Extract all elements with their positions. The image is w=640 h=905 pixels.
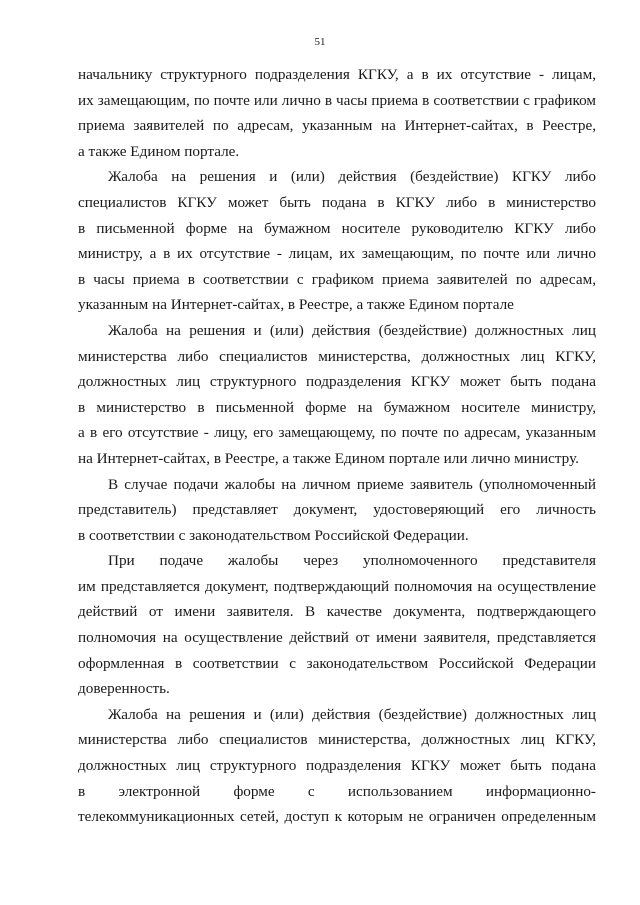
text-line: в соответствии с законодательством Российской Федерации. [78,526,469,544]
text-line: При подаче жалобы через уполномоченного представителя [108,552,596,570]
text-line: Жалоба на решения и (или) действия (бездействие) должностных лиц [108,705,596,723]
text-line: должностных лиц структурного подразделения КГКУ может быть подана [78,757,596,775]
text-line: оформленная в соответствии с законодательством Российской Федерации [78,654,596,672]
text-line: их замещающим, по почте или лично в часы приема в соответствии с графиком [78,91,596,109]
text-line: в министерство в письменной форме на бумажном носителе министру, [78,398,596,416]
text-line: а также Едином портале. [78,142,240,160]
text-line: действий от имени заявителя. В качестве документа, подтверждающего [78,603,596,621]
text-line: приема заявителей по адресам, указанным на Интернет-сайтах, в Реестре, [78,117,596,135]
text-line: представитель) представляет документ, удостоверяющий его личность [78,501,596,519]
text-line: Жалоба на решения и (или) действия (бездействие) КГКУ либо [108,168,596,186]
text-line: на Интернет-сайтах, в Реестре, а также Едином портале или лично министру. [78,449,579,467]
text-line: указанным на Интернет-сайтах, в Реестре, а также Едином портале [78,296,514,314]
text-line: министерства либо специалистов министерства, должностных лиц КГКУ, [78,731,596,749]
text-line: а в его отсутствие - лицу, его замещающему, по почте по адресам, указанным [78,424,596,442]
text-line: в электронной форме с использованием информационно- [78,782,596,800]
text-line: должностных лиц структурного подразделения КГКУ может быть подана [78,373,596,391]
paragraph [78,318,596,472]
text-line: в письменной форме на бумажном носителе руководителю КГКУ либо [78,219,596,237]
text-line: полномочия на осуществление действий от имени заявителя, представляется [78,629,596,647]
paragraph [78,548,596,702]
text-line: начальнику структурного подразделения КГКУ, а в их отсутствие - лицам, [78,66,596,83]
text-line: телекоммуникационных сетей, доступ к которым не ограничен определенным [78,808,596,826]
text-line: Жалоба на решения и (или) действия (бездействие) должностных лиц [108,321,596,339]
text-line: министру, а в их отсутствие - лицам, их замещающим, по почте или лично [78,245,596,263]
text-line: министерства либо специалистов министерства, должностных лиц КГКУ, [78,347,596,365]
paragraph [78,62,596,164]
paragraph [78,702,596,830]
text-line: В случае подачи жалобы на личном приеме заявитель (уполномоченный [108,475,596,493]
page-number: 51 [314,36,326,48]
text-line: в часы приема в соответствии с графиком приема заявителей по адресам, [78,270,596,288]
text-line: им представляется документ, подтверждающий полномочия на осуществление [78,577,596,595]
text-line: специалистов КГКУ может быть подана в КГКУ либо в министерство [78,193,596,211]
paragraph [78,472,596,549]
paragraph [78,164,596,318]
text-line: доверенность. [78,680,170,698]
document-body [78,62,596,830]
